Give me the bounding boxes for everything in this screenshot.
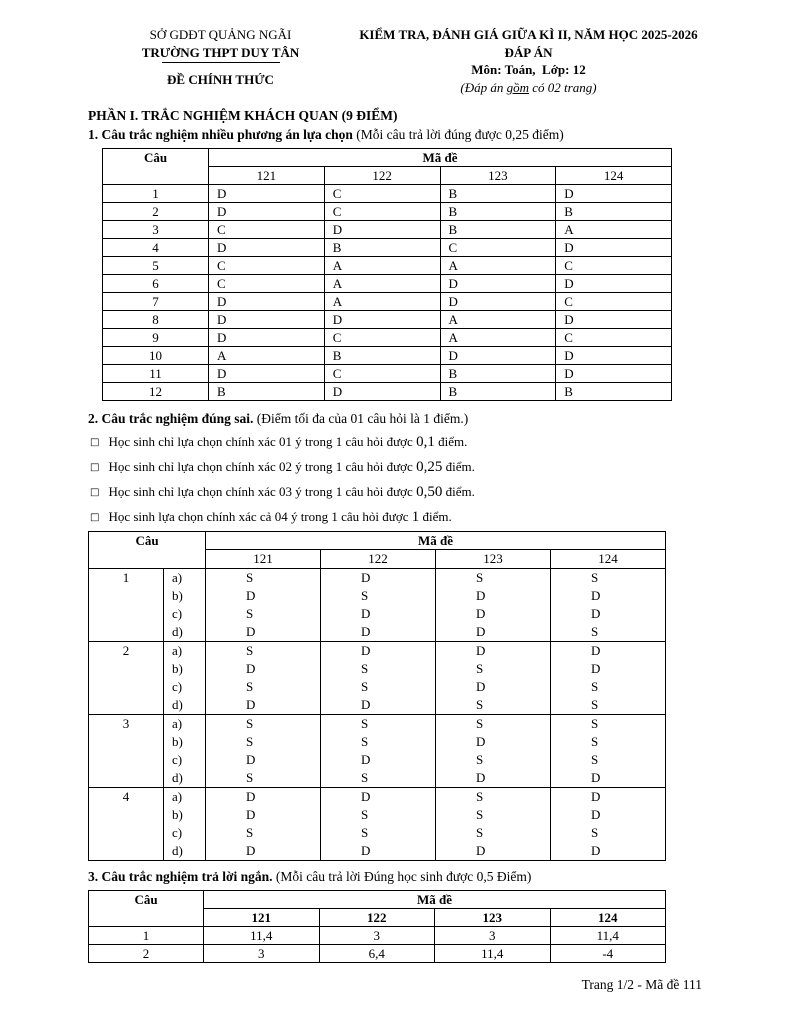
answer-cell: C — [209, 221, 325, 239]
option-letter: b) — [172, 661, 183, 677]
answer-cell: D — [209, 329, 325, 347]
answer-cell: C — [324, 185, 440, 203]
answer-value: D — [361, 606, 371, 622]
answer-value: S — [591, 825, 599, 841]
answer-cell: A — [324, 257, 440, 275]
answer-value: S — [476, 716, 484, 732]
answer-value: D — [246, 752, 256, 768]
answer-cell: 3 — [435, 927, 551, 945]
page-footer: Trang 1/2 - Mã đề 111 — [581, 977, 702, 993]
answer-cell — [551, 642, 666, 715]
answer-value: S — [361, 661, 369, 677]
exam-code-header: 122 — [319, 909, 435, 927]
answer-value: S — [591, 734, 599, 750]
subject-grade-line: Môn: Toán, Lớp: 12 — [471, 62, 586, 78]
answer-value: D — [361, 570, 371, 586]
divider-line — [162, 62, 280, 63]
table-row — [103, 329, 672, 347]
answer-value: D — [476, 606, 486, 622]
answer-cell: D — [324, 383, 440, 401]
school-name: TRƯỜNG THPT DUY TÂN — [141, 45, 300, 61]
answer-cell: A — [324, 275, 440, 293]
answer-value: S — [476, 697, 484, 713]
option-letter: c) — [172, 679, 183, 695]
col-header-made: Mã đề — [204, 891, 666, 909]
answer-cell — [551, 715, 666, 788]
answer-value: S — [476, 570, 484, 586]
section1-title-rest: (Mỗi câu trả lời đúng được 0,25 điểm) — [352, 127, 564, 143]
answer-cell: D — [209, 203, 325, 221]
col-header-made: Mã đề — [206, 532, 666, 550]
question-number: 1 — [103, 185, 209, 203]
answer-cell: C — [209, 275, 325, 293]
question-number: 6 — [103, 275, 209, 293]
rule-text: Học sinh chỉ lựa chọn chính xác 01 ý trong 1 câu hỏi được — [108, 434, 417, 450]
answer-cell: D — [556, 185, 672, 203]
rule-score: 1 — [411, 509, 420, 526]
section2-title — [88, 411, 704, 427]
checkbox-icon: □ — [90, 487, 100, 499]
exam-code-header: 123 — [436, 550, 551, 569]
answer-value: D — [476, 679, 486, 695]
question-number: 5 — [103, 257, 209, 275]
answer-cell — [551, 788, 666, 861]
answer-cell: B — [440, 203, 556, 221]
col-header-cau: Câu — [89, 532, 206, 569]
col-header-made: Mã đề — [209, 149, 672, 167]
question-number: 1 — [89, 569, 164, 642]
official-exam-label: ĐỀ CHÍNH THỨC — [167, 72, 274, 88]
option-letters — [164, 715, 206, 788]
col-header-cau: Câu — [89, 891, 204, 927]
table-row — [103, 185, 672, 203]
option-letter: b) — [172, 588, 183, 604]
table-row — [103, 275, 672, 293]
exam-code-header: 121 — [204, 909, 320, 927]
table-row — [89, 569, 666, 642]
answer-value: D — [246, 624, 256, 640]
scoring-rule-item — [88, 509, 704, 527]
table-row — [103, 239, 672, 257]
answer-value: S — [591, 570, 599, 586]
answer-value: D — [591, 606, 601, 622]
answer-value: S — [476, 789, 484, 805]
answer-value: S — [361, 716, 369, 732]
answer-value: S — [246, 770, 254, 786]
answer-cell: B — [440, 365, 556, 383]
answer-cell — [321, 569, 436, 642]
answer-cell — [206, 715, 321, 788]
answer-cell: B — [440, 383, 556, 401]
true-false-table — [88, 531, 666, 861]
document-header — [88, 26, 704, 96]
answer-value: D — [361, 624, 371, 640]
section3-title-bold: 3. Câu trắc nghiệm trả lời ngắn. — [88, 869, 273, 885]
checkbox-icon: □ — [90, 437, 100, 449]
answer-value: S — [591, 679, 599, 695]
exam-code-header: 121 — [206, 550, 321, 569]
exam-code-header: 124 — [551, 550, 666, 569]
exam-code-header: 124 — [550, 909, 666, 927]
answer-cell: A — [324, 293, 440, 311]
table-row — [103, 365, 672, 383]
answer-value: D — [361, 643, 371, 659]
note-underlined-word: gồm — [506, 79, 530, 95]
answer-value: S — [361, 770, 369, 786]
rule-score: 0,1 — [416, 434, 435, 451]
scoring-rule-item — [88, 434, 704, 452]
answer-cell — [436, 788, 551, 861]
answer-value: D — [591, 807, 601, 823]
option-letter: b) — [172, 734, 183, 750]
answer-cell: C — [324, 365, 440, 383]
answer-value: D — [476, 588, 486, 604]
answer-value: D — [591, 643, 601, 659]
answer-cell — [206, 642, 321, 715]
table-header-row — [103, 149, 672, 167]
answer-cell: D — [440, 293, 556, 311]
answer-value: S — [361, 588, 369, 604]
answer-cell — [206, 569, 321, 642]
answer-cell: D — [556, 347, 672, 365]
question-number: 8 — [103, 311, 209, 329]
answer-cell — [321, 715, 436, 788]
answer-cell — [436, 715, 551, 788]
answer-value: S — [246, 825, 254, 841]
answer-cell: C — [209, 257, 325, 275]
short-answer-table — [88, 890, 666, 963]
question-number: 3 — [103, 221, 209, 239]
table-row — [89, 642, 666, 715]
answer-value: S — [361, 679, 369, 695]
question-number: 3 — [89, 715, 164, 788]
answer-cell: C — [324, 203, 440, 221]
answer-cell: D — [209, 365, 325, 383]
answer-value: D — [591, 770, 601, 786]
answer-value: D — [361, 843, 371, 859]
answer-value: D — [591, 789, 601, 805]
checkbox-icon: □ — [90, 462, 100, 474]
answer-cell: 3 — [204, 945, 320, 963]
answer-cell: 6,4 — [319, 945, 435, 963]
answer-value: D — [246, 661, 256, 677]
answer-value: D — [246, 697, 256, 713]
option-letter: a) — [172, 570, 183, 586]
option-letter: a) — [172, 643, 183, 659]
answer-cell: B — [556, 203, 672, 221]
rule-text: Học sinh chỉ lựa chọn chính xác 02 ý trong 1 câu hỏi được — [108, 459, 417, 475]
answer-value: S — [246, 606, 254, 622]
answer-cell: D — [556, 275, 672, 293]
answer-value: D — [246, 588, 256, 604]
question-number: 12 — [103, 383, 209, 401]
answer-cell: 11,4 — [550, 927, 666, 945]
section2-title-rest: (Điểm tối đa của 01 câu hỏi là 1 điểm.) — [253, 411, 469, 427]
section3-title — [88, 869, 704, 885]
answer-value: S — [476, 825, 484, 841]
answer-value: S — [476, 752, 484, 768]
table-row — [89, 715, 666, 788]
answer-value: S — [246, 716, 254, 732]
table-header-row — [89, 532, 666, 550]
question-number: 7 — [103, 293, 209, 311]
answer-cell: B — [324, 239, 440, 257]
rule-text-post: điểm. — [442, 484, 475, 500]
table-row — [103, 347, 672, 365]
question-number: 2 — [103, 203, 209, 221]
answer-cell: A — [556, 221, 672, 239]
option-letter: c) — [172, 606, 183, 622]
answer-cell: D — [209, 293, 325, 311]
answer-value: S — [246, 734, 254, 750]
scoring-rule-item — [88, 459, 704, 477]
scoring-rule-item — [88, 484, 704, 502]
table-row — [103, 293, 672, 311]
answer-value: D — [246, 807, 256, 823]
question-number: 2 — [89, 945, 204, 963]
answer-cell: A — [440, 311, 556, 329]
option-letter: a) — [172, 789, 183, 805]
header-left-block — [88, 26, 353, 90]
question-number: 4 — [103, 239, 209, 257]
option-letter: d) — [172, 843, 183, 859]
exam-code-header: 122 — [321, 550, 436, 569]
rule-score: 0,50 — [416, 484, 443, 501]
answer-cell: D — [324, 221, 440, 239]
section1-title-bold: 1. Câu trắc nghiệm nhiều phương án lựa chọn — [88, 127, 353, 143]
option-letter: c) — [172, 752, 183, 768]
option-letters — [164, 569, 206, 642]
note-pre: (Đáp án — [460, 79, 507, 95]
option-letter: b) — [172, 807, 183, 823]
answer-cell: C — [556, 293, 672, 311]
answer-cell — [436, 642, 551, 715]
answer-cell — [206, 788, 321, 861]
answer-cell: D — [556, 365, 672, 383]
answer-cell: C — [556, 329, 672, 347]
answer-value: D — [591, 661, 601, 677]
answer-cell: D — [556, 311, 672, 329]
multiple-choice-table — [102, 148, 672, 401]
answer-value: S — [591, 752, 599, 768]
answer-value: S — [591, 697, 599, 713]
section1-title — [88, 127, 704, 143]
rule-text-post: điểm. — [442, 459, 475, 475]
answer-cell: 3 — [319, 927, 435, 945]
answer-value: S — [591, 716, 599, 732]
answer-cell: C — [556, 257, 672, 275]
option-letters — [164, 788, 206, 861]
table-row — [103, 383, 672, 401]
rule-text: Học sinh chỉ lựa chọn chính xác 03 ý trong 1 câu hỏi được — [108, 484, 417, 500]
table-row — [89, 945, 666, 963]
answer-value: D — [476, 843, 486, 859]
table-row — [103, 257, 672, 275]
answer-cell: A — [209, 347, 325, 365]
answer-value: S — [476, 807, 484, 823]
answer-value: D — [476, 734, 486, 750]
option-letters — [164, 642, 206, 715]
answer-cell — [321, 642, 436, 715]
question-number: 4 — [89, 788, 164, 861]
exam-code-header: 124 — [556, 167, 672, 185]
section2-title-bold: 2. Câu trắc nghiệm đúng sai. — [88, 411, 254, 427]
option-letter: c) — [172, 825, 183, 841]
answer-value: D — [591, 588, 601, 604]
rule-score: 0,25 — [416, 459, 443, 476]
question-number: 2 — [89, 642, 164, 715]
exam-code-header: 123 — [440, 167, 556, 185]
answer-cell — [436, 569, 551, 642]
option-letter: d) — [172, 697, 183, 713]
answer-value: S — [361, 734, 369, 750]
option-letter: d) — [172, 770, 183, 786]
answer-cell — [551, 569, 666, 642]
exam-code-header: 122 — [324, 167, 440, 185]
exam-code-header: 123 — [435, 909, 551, 927]
answer-value: S — [246, 643, 254, 659]
part1-heading: PHẦN I. TRẮC NGHIỆM KHÁCH QUAN (9 ĐIỂM) — [88, 108, 398, 124]
answer-cell: D — [209, 311, 325, 329]
table-row — [103, 311, 672, 329]
answer-cell: 11,4 — [435, 945, 551, 963]
answer-key-title: ĐÁP ÁN — [504, 44, 553, 60]
answer-value: D — [476, 624, 486, 640]
section3-title-rest: (Mỗi câu trả lời Đúng học sinh được 0,5 Điểm) — [272, 869, 532, 885]
answer-value: S — [361, 807, 369, 823]
table-row — [89, 788, 666, 861]
answer-cell: D — [209, 239, 325, 257]
answer-cell: D — [556, 239, 672, 257]
answer-value: S — [591, 624, 599, 640]
answer-value: S — [246, 570, 254, 586]
answer-value: D — [361, 752, 371, 768]
answer-value: D — [361, 789, 371, 805]
rule-text-post: điểm. — [434, 434, 468, 450]
answer-value: D — [246, 843, 256, 859]
checkbox-icon: □ — [90, 512, 100, 524]
question-number: 9 — [103, 329, 209, 347]
answer-value: D — [361, 697, 371, 713]
answer-value: S — [361, 825, 369, 841]
answer-cell: A — [440, 329, 556, 347]
answer-value: D — [246, 789, 256, 805]
answer-value: D — [476, 770, 486, 786]
col-header-cau: Câu — [103, 149, 209, 185]
table-row — [103, 203, 672, 221]
table-header-row — [89, 891, 666, 909]
rule-text: Học sinh lựa chọn chính xác cả 04 ý trong 1 câu hỏi được — [108, 509, 412, 525]
answer-cell: C — [324, 329, 440, 347]
answer-cell: B — [440, 221, 556, 239]
answer-cell: D — [324, 311, 440, 329]
answer-cell: A — [440, 257, 556, 275]
page-count-note — [353, 79, 704, 97]
question-number: 10 — [103, 347, 209, 365]
answer-cell — [321, 788, 436, 861]
exam-code-header: 121 — [209, 167, 325, 185]
exam-title: KIỂM TRA, ĐÁNH GIÁ GIỮA KÌ II, NĂM HỌC 2025-2026 — [359, 27, 698, 42]
answer-cell: B — [556, 383, 672, 401]
answer-value: S — [476, 661, 484, 677]
table-row — [89, 927, 666, 945]
question-number: 11 — [103, 365, 209, 383]
answer-value: D — [476, 643, 486, 659]
answer-cell: B — [324, 347, 440, 365]
table-row — [103, 221, 672, 239]
answer-cell: -4 — [550, 945, 666, 963]
question-number: 1 — [89, 927, 204, 945]
answer-cell: C — [440, 239, 556, 257]
department-name: SỞ GDĐT QUẢNG NGÃI — [149, 27, 292, 42]
answer-value: S — [246, 679, 254, 695]
note-post: có 02 trang) — [529, 79, 597, 95]
answer-cell: B — [440, 185, 556, 203]
answer-cell: D — [209, 185, 325, 203]
rule-text-post: điểm. — [419, 509, 452, 525]
answer-cell: D — [440, 347, 556, 365]
answer-value: D — [591, 843, 601, 859]
answer-cell: D — [440, 275, 556, 293]
header-right-block — [353, 26, 704, 96]
option-letter: d) — [172, 624, 183, 640]
answer-cell: B — [209, 383, 325, 401]
answer-cell: 11,4 — [204, 927, 320, 945]
option-letter: a) — [172, 716, 183, 732]
